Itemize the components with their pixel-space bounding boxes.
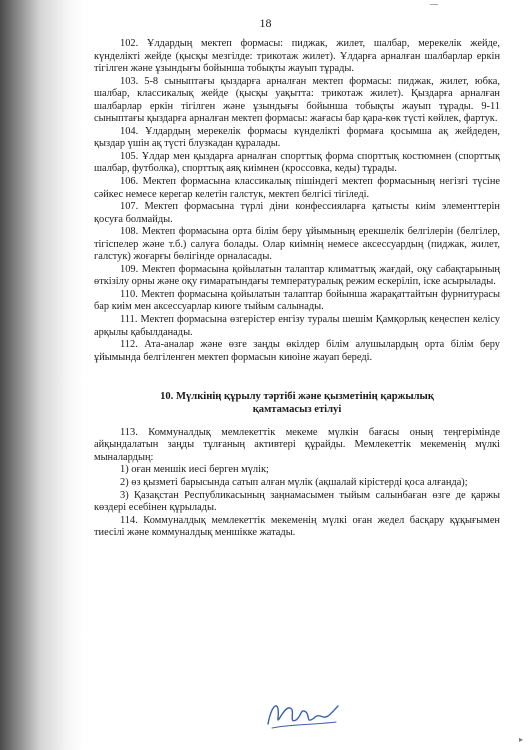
corner-mark: ▸ bbox=[518, 735, 523, 744]
list-item-2: 2) өз қызметі барысында сатып алған мүлік (ақшалай кірістерді қоса алғанда); bbox=[120, 477, 468, 488]
section-heading-line-1: 10. Мүлкінің құрылу тәртібі және қызметінің қаржылық bbox=[160, 391, 434, 403]
paragraph-111: 111. Мектеп формасына өзгерістер енгізу туралы шешім Қамқорлық кеңеспен келісу арқылы қабылданады. bbox=[94, 314, 500, 338]
document-body bbox=[94, 38, 500, 540]
paragraph-110: 110. Мектеп формасына қойылатын талаптар бойынша жарақаттайтын фурнитурасы бар киім мен аксессуарлар киюге тыйым салынады. bbox=[94, 288, 500, 313]
paragraph-105: 105. Ұлдар мен қыздарға арналған спорттық форма спорттық костюмнен (спорттық шалбар, футболка), спорттық аяқ киімнен (кроссовка, кеды) тұрады. bbox=[94, 150, 500, 175]
section-heading bbox=[94, 391, 500, 417]
paragraph-108: 108. Мектеп формасына орта білім беру ұйымының ерекшелік белгілерін (белгілер, тігіспелер және т.б.) салуға болады. Олар киімнің немесе аксессуардың (пиджак, жилет, галстук) жоғарғы бөлігінде орналасады. bbox=[94, 226, 500, 263]
paragraph-104: 104. Ұлдардың мерекелік формасы күнделікті формаға қосымша ақ жейдеден, қыздар үшін ақ түсті блузкадан құралады. bbox=[94, 125, 500, 150]
paragraph-103: 103. 5-8 сыныптағы қыздарға арналған мектеп формасы: пиджак, жилет, юбка, шалбар, классикалық жейде (қысқы уақытта: трикотаж жилет). Қыздарға арналған шалбарлар еркін тігілген және ұзындығы бойынша тобықты жауып тұрады. 9-11 сыныптағы қыздарға арналған мектеп формасы: жағасы бар қара-көк түсті көйлек, фартук. bbox=[94, 75, 500, 125]
paragraph-107: 107. Мектеп формасына түрлі діни конфессияларға қатысты киім элементтерін қосуға болмайды. bbox=[94, 201, 500, 225]
paragraph-112: 112. Ата-аналар және өзге заңды өкілдер білім алушылардың орта білім беру ұйымында белгіленген мектеп формасын киюіне жауап береді. bbox=[94, 339, 500, 363]
list-item-1: 1) оған меншік иесі берген мүлік; bbox=[120, 464, 269, 476]
list-item-3: 3) Қазақстан Республикасының заңнамасымен тыйым салынбаған өзге де қаржы көздері есебінен құрылады. bbox=[94, 489, 500, 514]
paragraph-114: 114. Коммуналдық мемлекеттік мекеменің мүлкі оған жедел басқару құқығымен тиесілі және коммуналдық меншікке жатады. bbox=[94, 514, 500, 539]
paragraph-106: 106. Мектеп формасына классикалық пішіндегі мектеп формасының негізгі түсіне сәйкес немесе керегар келетін галстук, мектеп белгісі тігіледі. bbox=[94, 176, 500, 200]
page-number: 18 bbox=[259, 16, 272, 30]
paragraph-109: 109. Мектеп формасына қойылатын талаптар климаттық жағдай, оқу сабақтарының өткізілу орны және оқу ғимаратындағы температуралық режим ескеріліп, іске асырылады. bbox=[94, 263, 500, 288]
paragraph-113: 113. Коммуналдық мемлекеттік мекеме мүлкін бағасы оның теңгерімінде айқындалатын заңды тұлғаның активтері құрайды. Мемлекеттік мекеменің мүлкі мыналардың: bbox=[94, 426, 500, 463]
scan-mark bbox=[430, 4, 438, 5]
paragraph-102: 102. Ұлдардың мектеп формасы: пиджак, жилет, шалбар, мерекелік жейде, күнделікті жейде (қысқы мезгілде: трикотаж жилет). Ұлдарға арналған шалбарлар еркін тігілген және ұзындығы бойынша тобықты жауып тұрады. bbox=[94, 38, 500, 75]
signature bbox=[262, 694, 342, 734]
section-heading-line-2: қамтамасыз етілуі bbox=[252, 404, 342, 416]
